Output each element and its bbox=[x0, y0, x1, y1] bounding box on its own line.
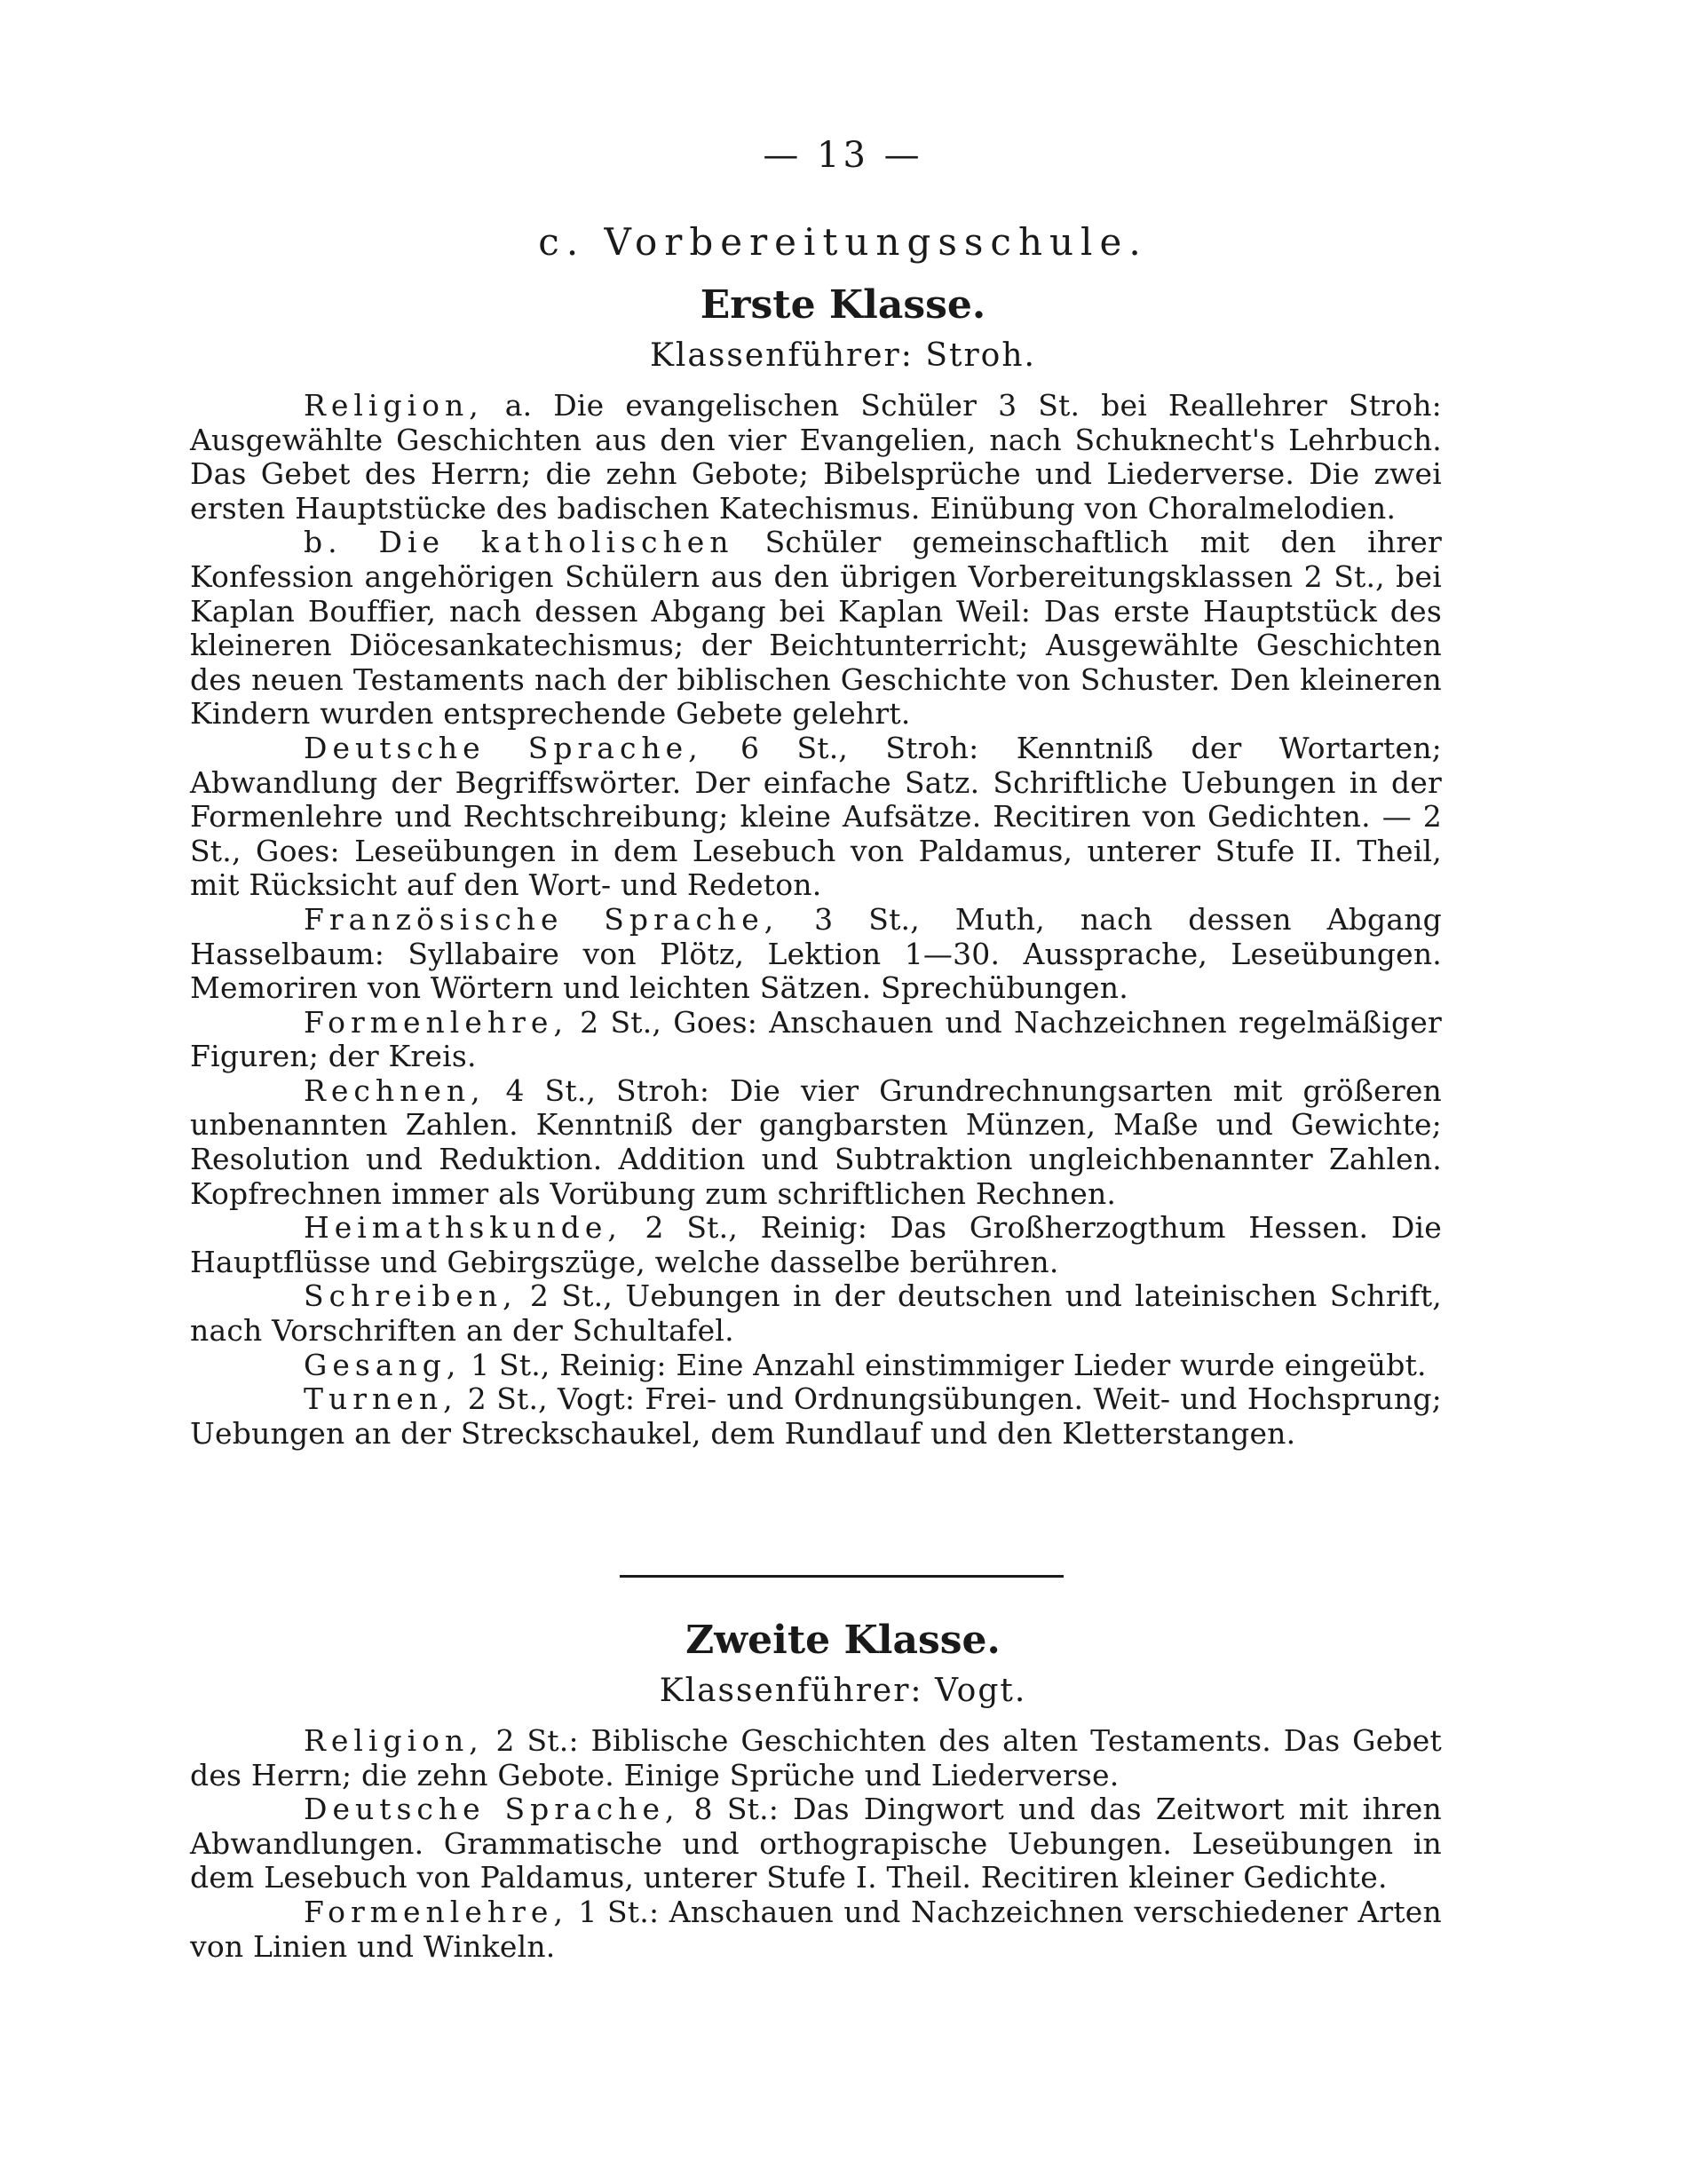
subject-label: Turnen, bbox=[304, 1381, 458, 1417]
paragraph-franzoesisch bbox=[190, 903, 1442, 1006]
class-teacher-second: Klassenführer: Vogt. bbox=[659, 1673, 1027, 1709]
class-heading-first: Erste Klasse. bbox=[700, 282, 986, 328]
paragraph-text: 2 St., Vogt: Frei- und Ordnungsübungen. Weit- und Hochsprung; Uebungen an der Streckschaukel, dem Rundlauf und den Kletterstangen. bbox=[190, 1381, 1442, 1451]
page-number: — 13 — bbox=[763, 135, 923, 176]
paragraph-text: 1 St.: Anschauen und Nachzeichnen verschiedener Arten von Linien und Winkeln. bbox=[190, 1894, 1442, 1964]
section-heading: c. Vorbereitungsschule. bbox=[538, 220, 1148, 264]
paragraph-text: 2 St., Reinig: Das Großherzogthum Hessen. Die Hauptflüsse und Gebirgszüge, welche dasselbe berühren. bbox=[190, 1210, 1442, 1279]
paragraph-deutsch bbox=[190, 732, 1442, 903]
class-heading-second: Zweite Klasse. bbox=[685, 1618, 1001, 1663]
paragraph-text: 2 St.: Biblische Geschichten des alten Testaments. Das Gebet des Herrn; die zehn Gebote. Einige Sprüche und Liederverse. bbox=[190, 1723, 1442, 1792]
subject-label: Gesang, bbox=[304, 1347, 462, 1382]
paragraph-schreiben bbox=[190, 1279, 1442, 1348]
subject-label: Religion, bbox=[304, 388, 484, 423]
paragraph-text: 1 St., Reinig: Eine Anzahl einstimmiger Lieder wurde eingeübt. bbox=[461, 1347, 1427, 1382]
paragraph-text: Schüler gemeinschaftlich mit den ihrer Konfession angehörigen Schülern aus den übrigen Vorbereitungsklassen 2 St., bei Kaplan Bouffier, nach dessen Abgang bei Kaplan Weil: Das erste Hauptstück des kleineren Diöcesankatechismus; der Beichtunterricht; Ausgewählte Geschichten des neuen Testaments nach der biblischen Geschichte von Schuster. Den kleineren Kindern wurden entsprechende Gebete gelehrt. bbox=[190, 525, 1443, 732]
subject-label: Religion, bbox=[304, 1723, 484, 1758]
paragraph-turnen bbox=[190, 1382, 1442, 1451]
subject-label: Heimathskunde, bbox=[304, 1210, 622, 1246]
class-body-first bbox=[190, 389, 1442, 1451]
paragraph-text: a. Die evangelischen Schüler 3 St. bei Reallehrer Stroh: Ausgewählte Geschichten aus den vier Evangelien, nach Schuknecht's Lehrbuch. Das Gebet des Herrn; die zehn Gebote; Bibelsprüche und Liederverse. Die zwei ersten Hauptstücke des badischen Katechismus. Einübung von Choralmelodien. bbox=[190, 388, 1442, 526]
paragraph-text: 8 St.: Das Dingwort und das Zeitwort mit ihren Abwandlungen. Grammatische und orthograpische Uebungen. Leseübungen in dem Lesebuch von Paldamus, unterer Stufe I. Theil. Recitiren kleiner Gedichte. bbox=[190, 1792, 1442, 1895]
paragraph-formenlehre bbox=[190, 1895, 1442, 1964]
class-teacher-first: Klassenführer: Stroh. bbox=[650, 337, 1036, 374]
paragraph-heimathskunde bbox=[190, 1211, 1442, 1279]
subject-label: Deutsche Sprache, bbox=[304, 730, 703, 765]
paragraph-rechnen bbox=[190, 1074, 1442, 1211]
subject-label: Formenlehre, bbox=[304, 1894, 568, 1929]
paragraph-religion-catholic bbox=[190, 526, 1442, 732]
paragraph-text: 3 St., Muth, nach dessen Abgang Hasselbaum: Syllabaire von Plötz, Lektion 1—30. Aussprache, Leseübungen. Memoriren von Wörtern und leichten Sätzen. Sprechübungen. bbox=[190, 901, 1442, 1006]
paragraph-gesang bbox=[190, 1349, 1442, 1383]
paragraph-religion bbox=[190, 1724, 1442, 1792]
paragraph-text: 2 St., Uebungen in der deutschen und lateinischen Schrift, nach Vorschriften an der Schultafel. bbox=[190, 1278, 1442, 1349]
subject-label: Französische Sprache, bbox=[304, 901, 780, 937]
paragraph-deutsch bbox=[190, 1792, 1442, 1895]
paragraph-religion bbox=[190, 389, 1442, 526]
subject-label: Deutsche Sprache, bbox=[304, 1792, 680, 1827]
subject-label: b. Die katholischen bbox=[304, 525, 734, 560]
paragraph-text: 2 St., Goes: Anschauen und Nachzeichnen regelmäßiger Figuren; der Kreis. bbox=[190, 1004, 1442, 1074]
subject-label: Formenlehre, bbox=[304, 1004, 568, 1040]
subject-label: Schreiben, bbox=[304, 1278, 518, 1314]
paragraph-text: 6 St., Stroh: Kenntniß der Wortarten; Abwandlung der Begriffswörter. Der einfache Satz. Schriftliche Uebungen in der Formenlehre und Rechtschreibung; kleine Aufsätze. Recitiren von Gedichten. — 2 St., Goes: Leseübungen in dem Lesebuch von Paldamus, unterer Stufe II. Theil, mit Rücksicht auf den Wort- und Redeton. bbox=[190, 730, 1442, 903]
paragraph-text: 4 St., Stroh: Die vier Grundrechnungsarten mit größeren unbenannten Zahlen. Kenntniß der gangbarsten Münzen, Maße und Gewichte; Resolution und Reduktion. Addition und Subtraktion ungleichbenannter Zahlen. Kopfrechnen immer als Vorübung zum schriftlichen Rechnen. bbox=[190, 1072, 1442, 1211]
subject-label: Rechnen, bbox=[304, 1072, 486, 1108]
class-body-second bbox=[190, 1724, 1442, 1964]
section-divider bbox=[620, 1575, 1064, 1578]
paragraph-formenlehre bbox=[190, 1006, 1442, 1074]
